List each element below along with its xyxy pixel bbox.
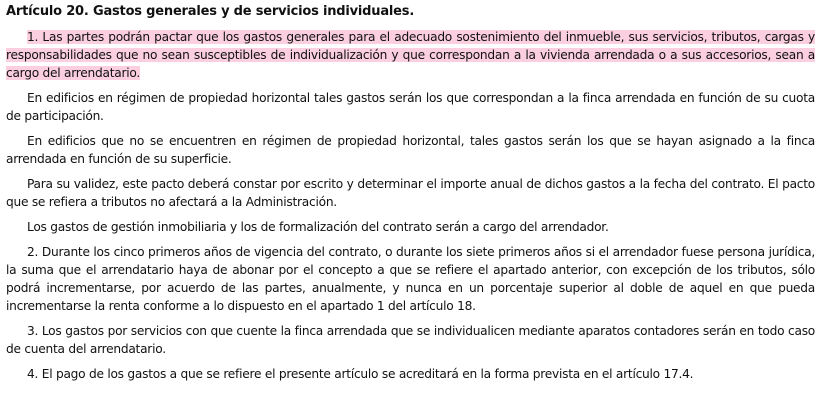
paragraph-1 <box>6 28 815 82</box>
article-title: Artículo 20. Gastos generales y de servicios individuales. <box>6 4 415 19</box>
paragraph-4: Para su validez, este pacto deberá constar por escrito y determinar el importe anual de dichos gastos a la fecha del contrato. El pacto que se refiera a tributos no afectará a la Administración. <box>6 177 815 209</box>
paragraph-2: En edificios en régimen de propiedad horizontal tales gastos serán los que correspondan a la finca arrendada en función de su cuota de participación. <box>6 91 815 123</box>
highlighted-text: 1. Las partes podrán pactar que los gastos generales para el adecuado sostenimiento del inmueble, sus servicios, tributos, cargas y responsabilidades que no sean susceptibles de individualización y que correspondan a la vivienda arrendada o a sus accesorios, sean a cargo del arrendatario. <box>6 30 815 80</box>
paragraph-8: 4. El pago de los gastos a que se refiere el presente artículo se acreditará en la forma prevista en el artículo 17.4. <box>27 367 694 381</box>
paragraph-5: Los gastos de gestión inmobiliaria y los de formalización del contrato serán a cargo del arrendador. <box>27 220 609 234</box>
paragraph-7: 3. Los gastos por servicios con que cuente la finca arrendada que se individualicen mediante aparatos contadores serán en todo caso de cuenta del arrendatario. <box>6 324 815 356</box>
paragraph-6: 2. Durante los cinco primeros años de vigencia del contrato, o durante los siete primeros años si el arrendador fuese persona jurídica, la suma que el arrendatario haya de abonar por el concepto a que se refiere el apartado anterior, con excepción de los tributos, sólo podrá incrementarse, por acuerdo de las partes, anualmente, y nunca en un porcentaje superior al doble de aquel en que pueda incrementarse la renta conforme a lo dispuesto en el apartado 1 del artículo 18. <box>6 245 815 313</box>
paragraph-3: En edificios que no se encuentren en régimen de propiedad horizontal, tales gastos serán los que se hayan asignado a la finca arrendada en función de su superficie. <box>6 134 815 166</box>
